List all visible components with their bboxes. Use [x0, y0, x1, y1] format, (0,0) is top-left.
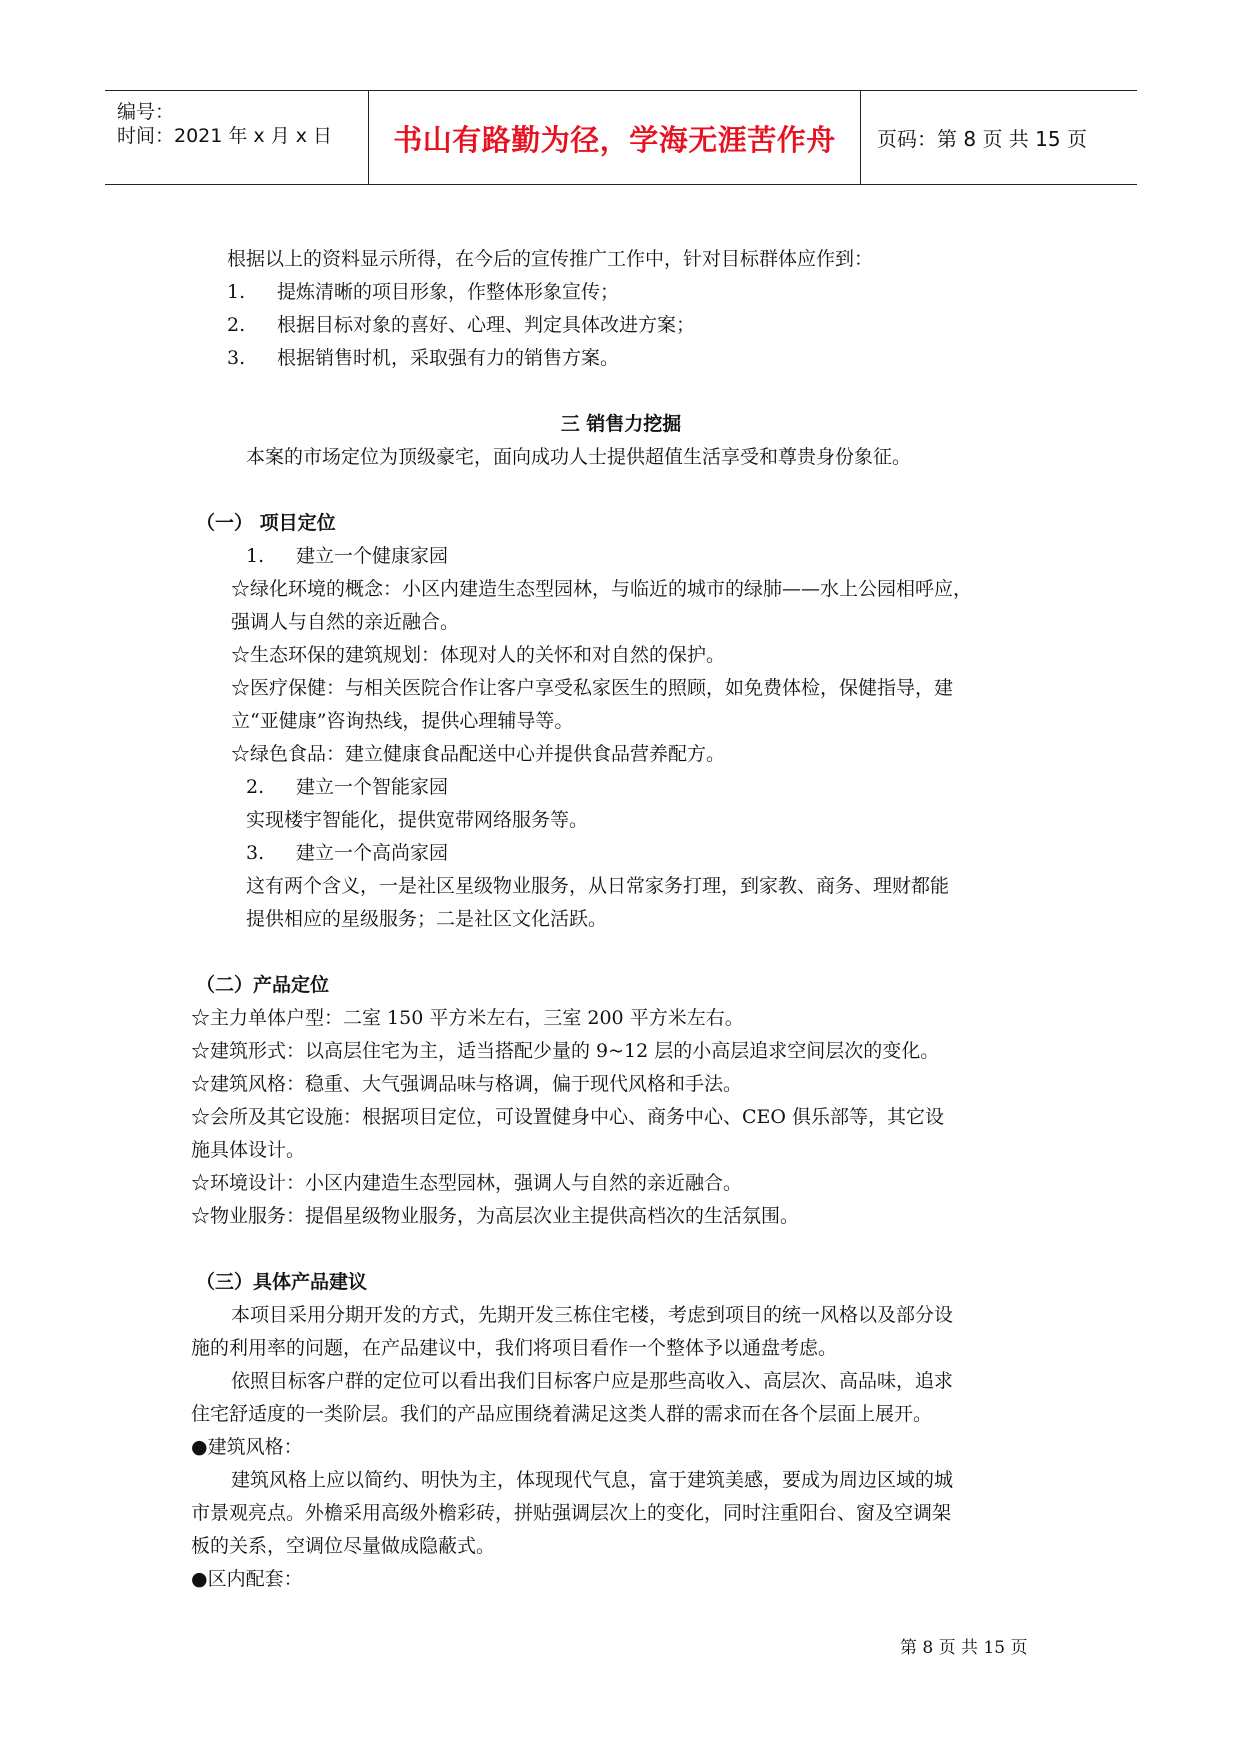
header-page-cell	[861, 91, 1137, 184]
paragraph-line: 实现楼宇智能化，提供宽带网络服务等。	[246, 809, 589, 831]
motto: 书山有路勤为径，学海无涯苦作舟	[393, 123, 836, 157]
paragraph-line: ☆生态环保的建筑规划：体现对人的关怀和对自然的保护。	[231, 644, 726, 666]
paragraph-line: ☆环境设计：小区内建造生态型园林，强调人与自然的亲近融合。	[191, 1172, 743, 1194]
header-meta-cell	[105, 91, 369, 184]
list-item: 1. 建立一个健康家园	[246, 545, 449, 567]
section-heading: 三 销售力挖掘	[560, 413, 682, 435]
bullet-heading: ●区内配套：	[191, 1568, 303, 1590]
paragraph-line: 依照目标客户群的定位可以看出我们目标客户应是那些高收入、高层次、高品味，追求	[231, 1370, 954, 1392]
paragraph-line: ☆建筑形式：以高层住宅为主，适当搭配少量的 9~12 层的小高层追求空间层次的变化。	[191, 1040, 940, 1062]
paragraph-line: 施的利用率的问题，在产品建议中，我们将项目看作一个整体予以通盘考虑。	[191, 1337, 838, 1359]
paragraph-line: 立“亚健康”咨询热线，提供心理辅导等。	[231, 710, 574, 732]
list-item: 2. 根据目标对象的喜好、心理、判定具体改进方案；	[227, 314, 696, 336]
paragraph-line: 这有两个含义，一是社区星级物业服务，从日常家务打理，到家教、商务、理财都能	[246, 875, 950, 897]
paragraph-line: 住宅舒适度的一类阶层。我们的产品应围绕着满足这类人群的需求而在各个层面上展开。	[191, 1403, 933, 1425]
subsection-heading: （一） 项目定位	[196, 512, 336, 534]
paragraph-line: 提供相应的星级服务；二是社区文化活跃。	[246, 908, 608, 930]
paragraph-line: 建筑风格上应以简约、明快为主，体现现代气息，富于建筑美感，要成为周边区域的城	[231, 1469, 954, 1491]
header-page-label: 页码：第 8 页 共 15 页	[877, 127, 1087, 151]
header-motto-cell	[369, 91, 861, 184]
list-item: 3. 根据销售时机，采取强有力的销售方案。	[227, 347, 620, 369]
page-footer: 第 8 页 共 15 页	[900, 1638, 1028, 1658]
paragraph-line: 本案的市场定位为顶级豪宅，面向成功人士提供超值生活享受和尊贵身份象征。	[246, 446, 912, 468]
subsection-heading: （三）具体产品建议	[196, 1271, 368, 1293]
list-item: 3. 建立一个高尚家园	[246, 842, 449, 864]
paragraph-line: 强调人与自然的亲近融合。	[231, 611, 460, 633]
paragraph-line: ☆会所及其它设施：根据项目定位，可设置健身中心、商务中心、CEO 俱乐部等，其它设	[191, 1106, 945, 1128]
intro-line: 根据以上的资料显示所得，在今后的宣传推广工作中，针对目标群体应作到：	[227, 248, 874, 270]
time-label: 时间：2021 年 x 月 x 日	[117, 125, 333, 147]
paragraph-line: ☆物业服务：提倡星级物业服务，为高层次业主提供高档次的生活氛围。	[191, 1205, 800, 1227]
bullet-heading: ●建筑风格：	[191, 1436, 303, 1458]
paragraph-line: 本项目采用分期开发的方式，先期开发三栋住宅楼，考虑到项目的统一风格以及部分设	[231, 1304, 954, 1326]
list-item: 2. 建立一个智能家园	[246, 776, 449, 798]
page-header	[105, 90, 1137, 185]
paragraph-line: ☆绿色食品：建立健康食品配送中心并提供食品营养配方。	[231, 743, 726, 765]
paragraph-line: ☆主力单体户型：二室 150 平方米左右，三室 200 平方米左右。	[191, 1007, 744, 1029]
paragraph-line: ☆绿化环境的概念：小区内建造生态型园林，与临近的城市的绿肺——水上公园相呼应，	[231, 578, 973, 600]
paragraph-line: 施具体设计。	[191, 1139, 306, 1161]
subsection-heading: （二）产品定位	[196, 974, 330, 996]
list-item: 1. 提炼清晰的项目形象，作整体形象宣传；	[227, 281, 620, 303]
paragraph-line: 市景观亮点。外檐采用高级外檐彩砖，拼贴强调层次上的变化，同时注重阳台、窗及空调架	[191, 1502, 952, 1524]
paragraph-line: ☆建筑风格：稳重、大气强调品味与格调，偏于现代风格和手法。	[191, 1073, 743, 1095]
serial-label: 编号：	[117, 101, 175, 123]
paragraph-line: ☆医疗保健：与相关医院合作让客户享受私家医生的照顾，如免费体检，保健指导，建	[231, 677, 954, 699]
paragraph-line: 板的关系，空调位尽量做成隐蔽式。	[191, 1535, 496, 1557]
